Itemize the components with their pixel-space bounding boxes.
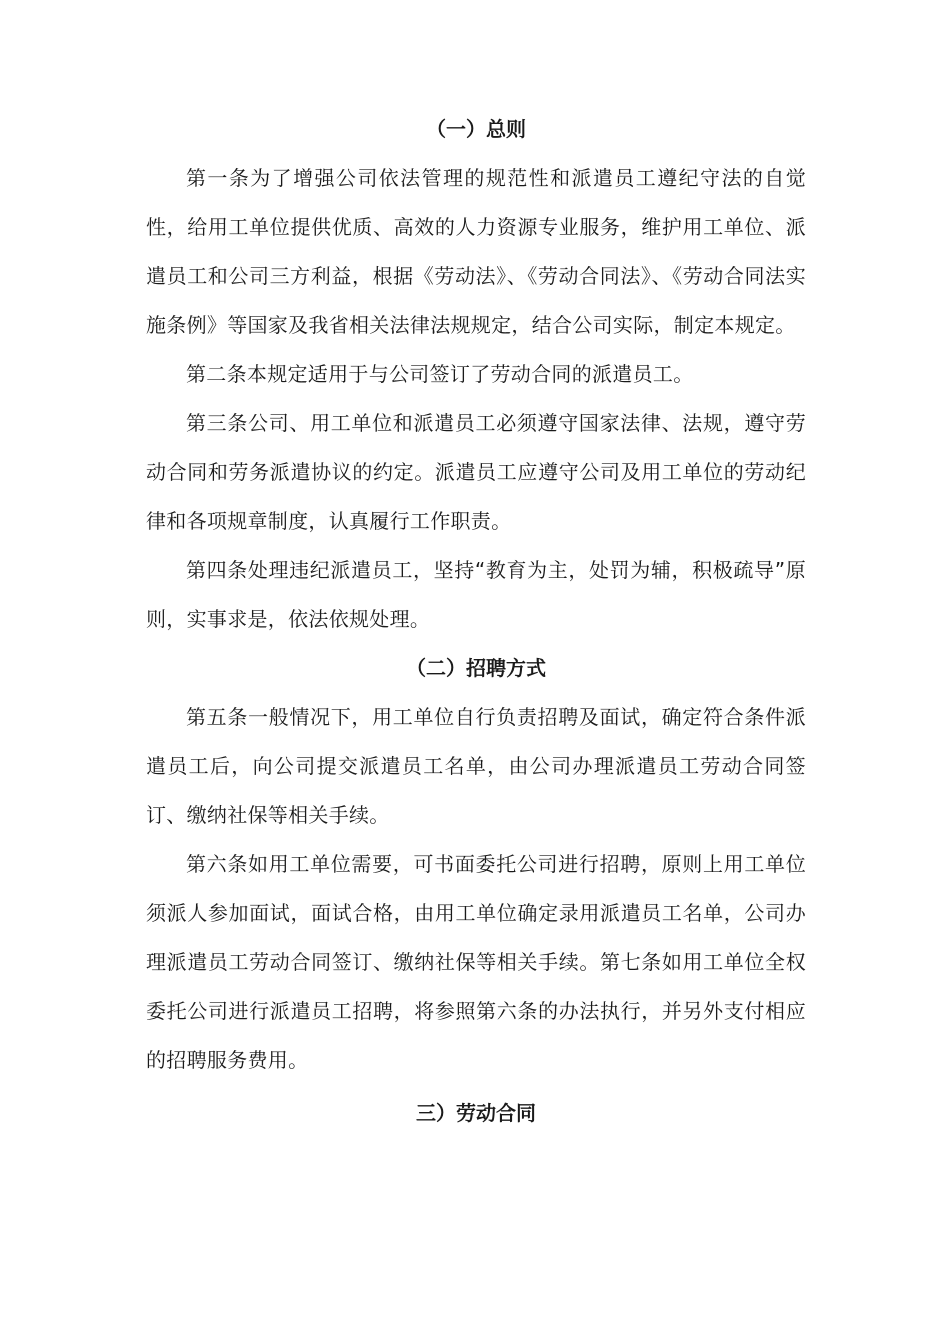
document-page <box>146 105 806 1138</box>
section-heading-contract: 三）劳动合同 <box>416 1101 536 1125</box>
article-1: 第一条为了增强公司依法管理的规范性和派遣员工遵纪守法的自觉性，给用工单位提供优质、高效的人力资源专业服务，维护用工单位、派遣员工和公司三方利益，根据《劳动法》、《劳动合同法》、《劳动合同法实施条例》等国家及我省相关法律法规规定，结合公司实际，制定本规定。 <box>146 166 806 337</box>
article-6-7: 第六条如用工单位需要，可书面委托公司进行招聘，原则上用工单位须派人参加面试，面试合格，由用工单位确定录用派遣员工名单，公司办理派遣员工劳动合同签订、缴纳社保等相关手续。第七条如用工单位全权委托公司进行派遣员工招聘，将参照第六条的办法执行，并另外支付相应的招聘服务费用。 <box>146 852 806 1072</box>
article-2: 第二条本规定适用于与公司签订了劳动合同的派遣员工。 <box>186 362 694 386</box>
article-4: 第四条处理违纪派遣员工，坚持“教育为主，处罚为辅，积极疏导”原则，实事求是，依法依规处理。 <box>146 558 806 631</box>
article-3: 第三条公司、用工单位和派遣员工必须遵守国家法律、法规，遵守劳动合同和劳务派遣协议的约定。派遣员工应遵守公司及用工单位的劳动纪律和各项规章制度，认真履行工作职责。 <box>146 411 806 533</box>
section-heading-general: （一）总则 <box>426 117 526 141</box>
section-heading-recruitment: （二）招聘方式 <box>406 656 546 680</box>
article-5: 第五条一般情况下，用工单位自行负责招聘及面试，确定符合条件派遣员工后，向公司提交派遣员工名单，由公司办理派遣员工劳动合同签订、缴纳社保等相关手续。 <box>146 705 806 827</box>
